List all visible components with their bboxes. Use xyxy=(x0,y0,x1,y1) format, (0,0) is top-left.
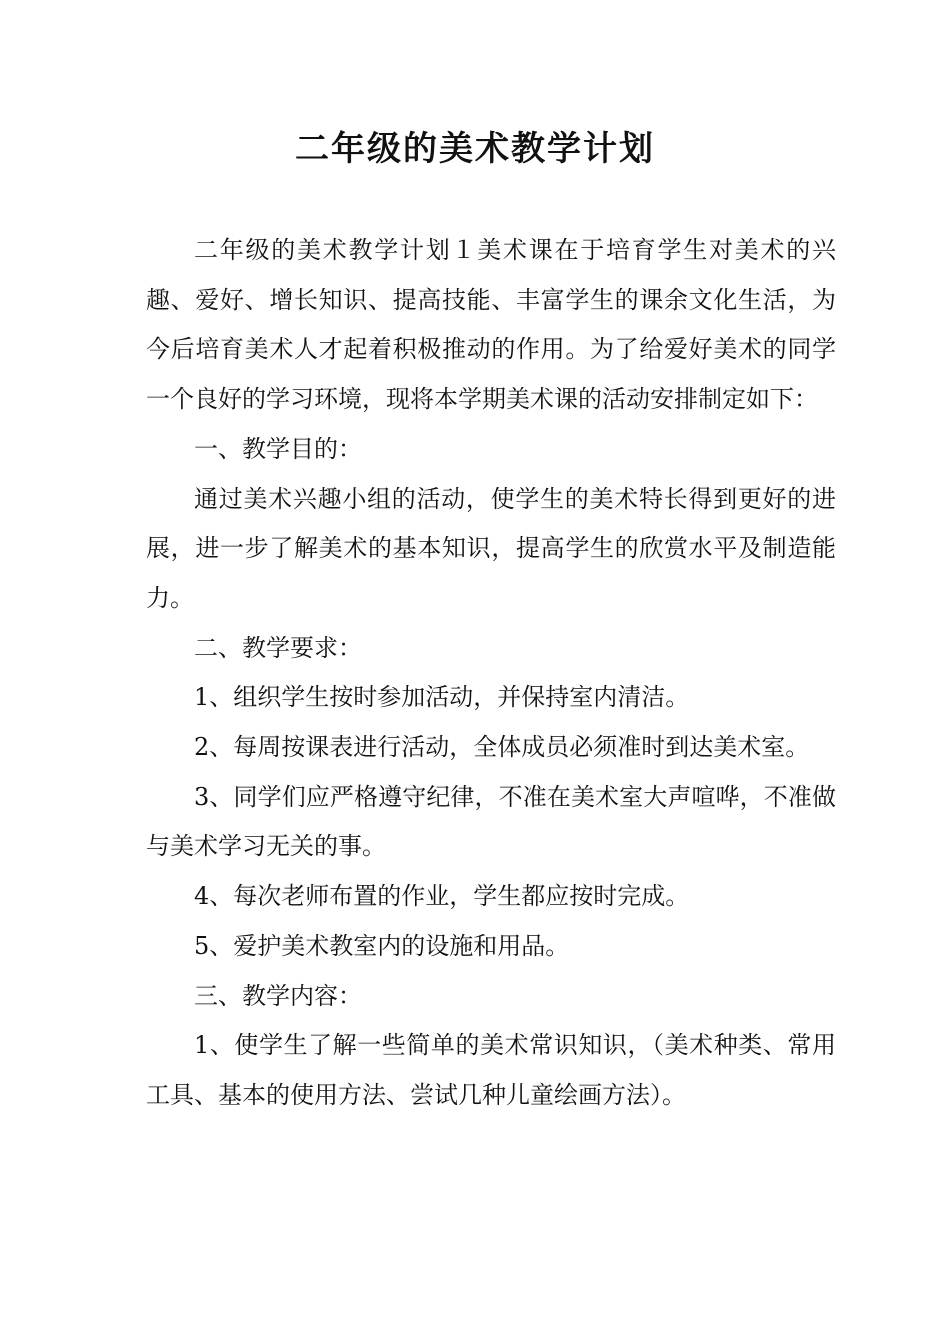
requirement-item-5: 5、爱护美术教室内的设施和用品。 xyxy=(194,931,570,960)
document-title: 二年级的美术教学计划 xyxy=(295,129,655,169)
requirement-item-1: 1、组织学生按时参加活动，并保持室内清洁。 xyxy=(194,683,690,712)
content-item-1: 1、使学生了解一些简单的美术常识知识，（美术种类、常用工具、基本的使用方法、尝试几种儿童绘画方法）。 xyxy=(146,1031,836,1109)
heading-teaching-purpose: 一、教学目的： xyxy=(194,434,362,463)
document-body xyxy=(146,226,836,1121)
requirement-item-2: 2、每周按课表进行活动，全体成员必须准时到达美术室。 xyxy=(194,733,810,762)
heading-teaching-requirements: 二、教学要求： xyxy=(194,633,362,662)
requirement-item-4: 4、每次老师布置的作业，学生都应按时完成。 xyxy=(194,882,690,911)
heading-teaching-content: 三、教学内容： xyxy=(194,981,362,1010)
paragraph-teaching-purpose: 通过美术兴趣小组的活动，使学生的美术特长得到更好的进展，进一步了解美术的基本知识，提高学生的欣赏水平及制造能力。 xyxy=(146,484,836,612)
requirement-item-3: 3、同学们应严格遵守纪律，不准在美术室大声喧哗，不准做与美术学习无关的事。 xyxy=(146,782,836,861)
paragraph-intro: 二年级的美术教学计划１美术课在于培育学生对美术的兴趣、爱好、增长知识、提高技能、丰富学生的课余文化生活，为今后培育美术人才起着积极推动的作用。为了给爱好美术的同学一个良好的学习环境，现将本学期美术课的活动安排制定如下： xyxy=(146,236,836,414)
